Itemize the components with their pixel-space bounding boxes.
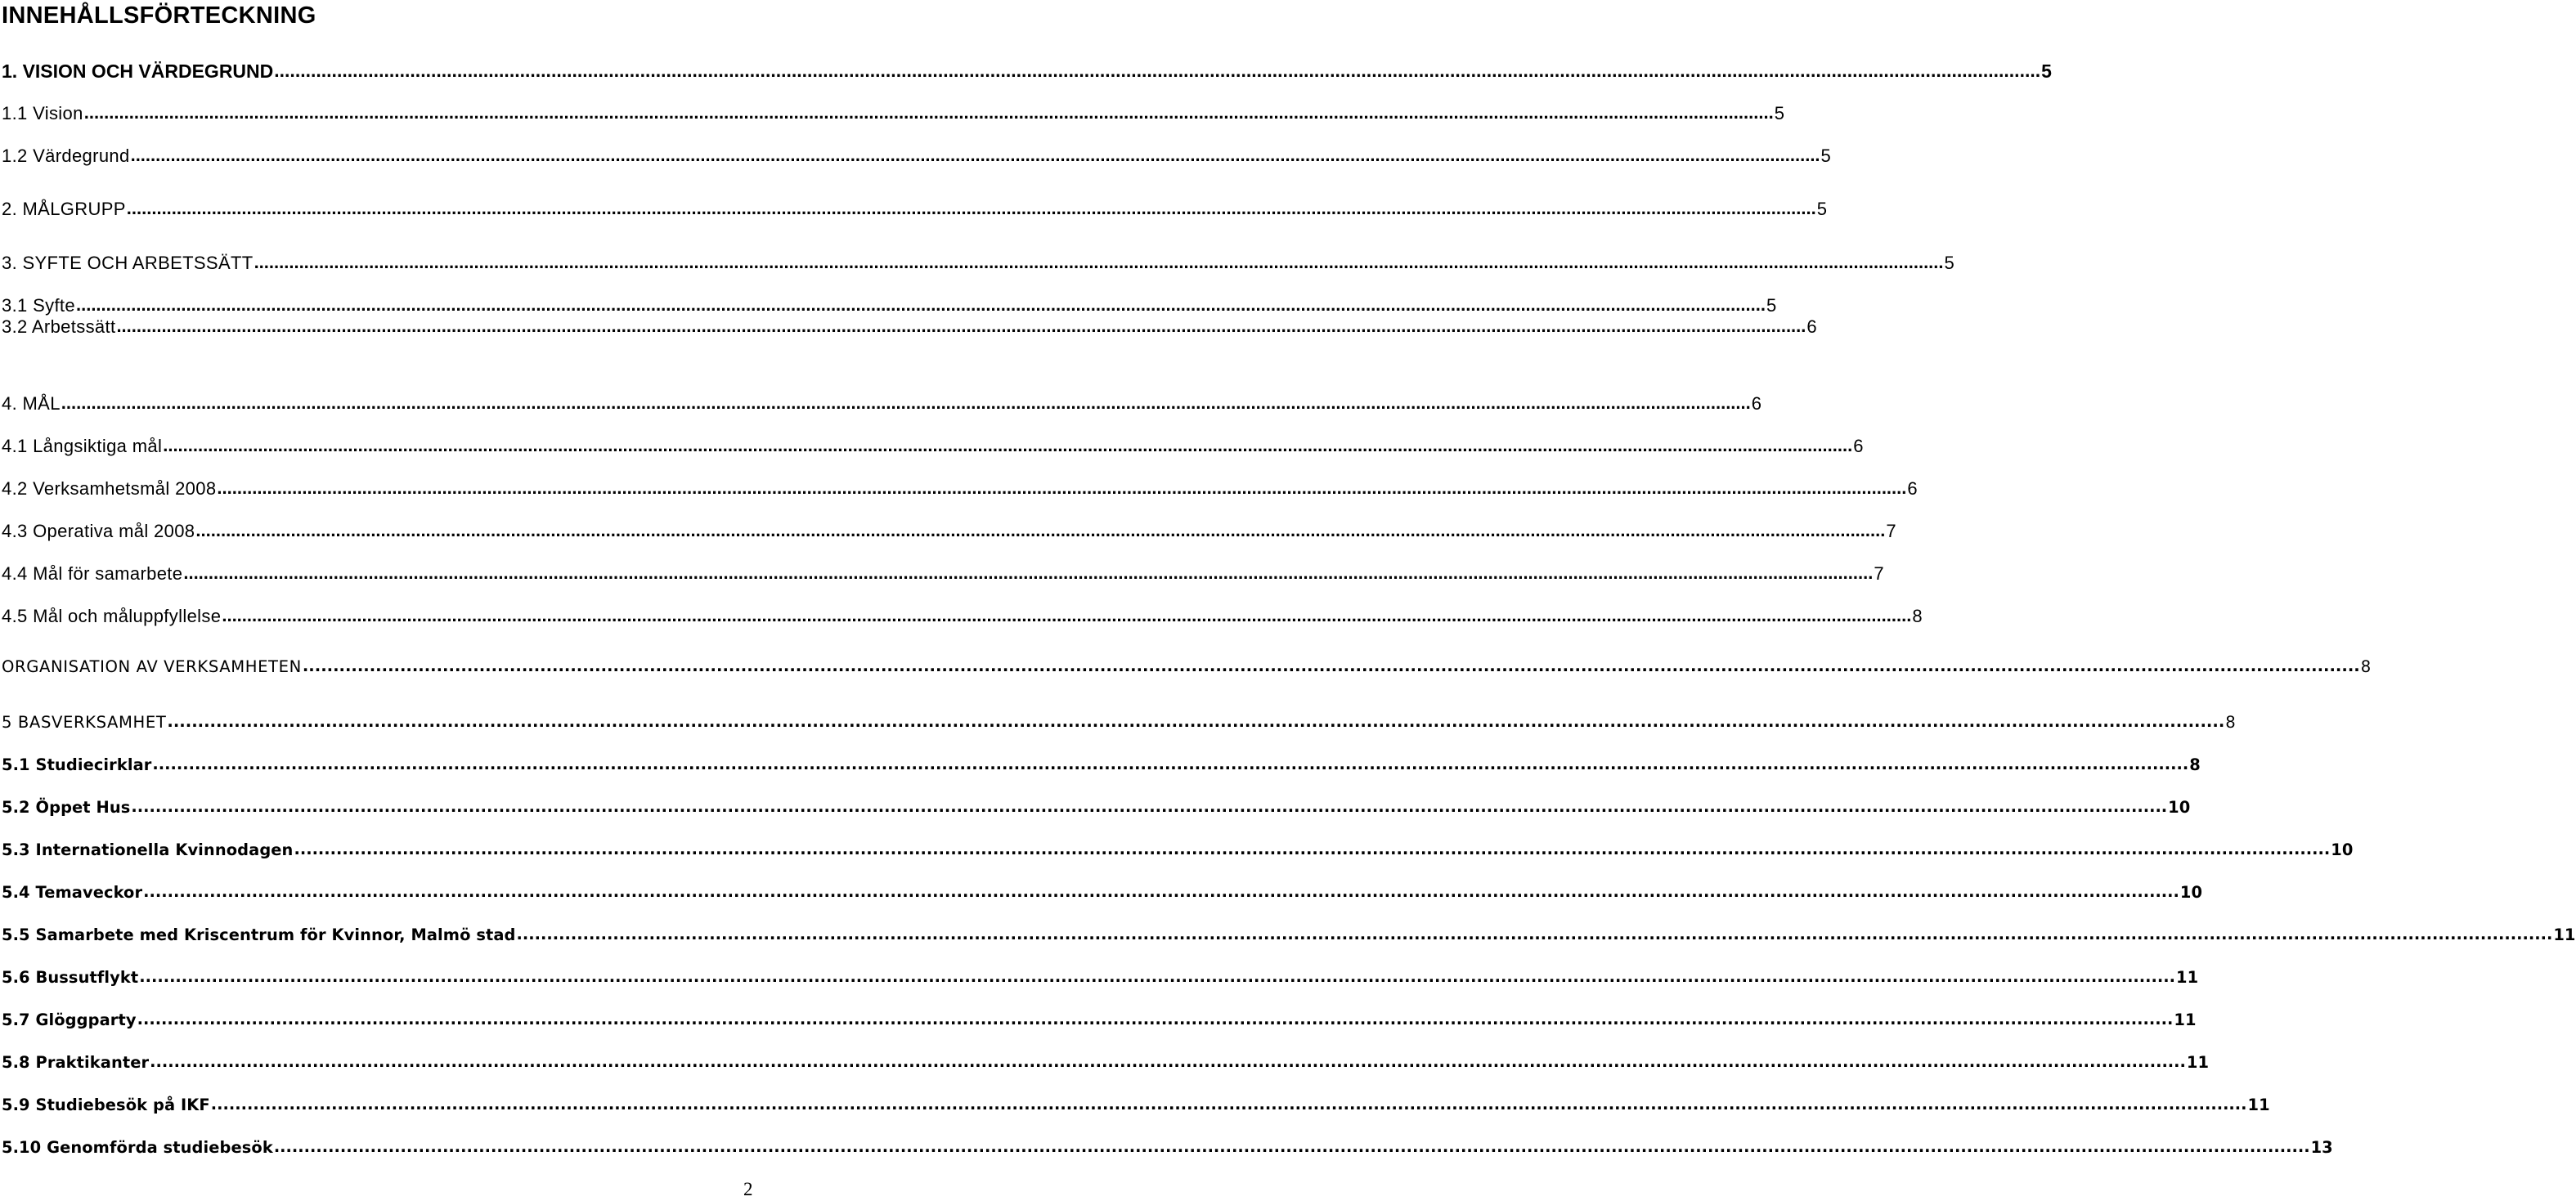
toc-entry-label: 5 BASVERKSAMHET: [2, 713, 167, 732]
toc-entry[interactable]: [2, 1050, 2210, 1076]
toc-entry[interactable]: [2, 922, 2576, 948]
toc-entry-label: 5.6 Bussutflykt: [2, 968, 139, 987]
toc-entry-page: 6: [1806, 316, 1817, 337]
toc-entry-label: 2. MÅLGRUPP: [2, 199, 126, 219]
toc-entry[interactable]: [2, 654, 2372, 680]
toc-dot-leader: [517, 921, 2553, 948]
toc-dot-leader: [222, 603, 1911, 629]
toc-entry[interactable]: [2, 58, 2052, 84]
toc-entry-page: 11: [2186, 1053, 2210, 1072]
toc-dot-leader: [84, 100, 1774, 126]
toc-entry-page: 5: [2041, 60, 2052, 82]
toc-entry[interactable]: [2, 391, 1762, 417]
toc-entry[interactable]: [2, 965, 2199, 991]
toc-dot-leader: [143, 879, 2179, 905]
toc-entry[interactable]: [2, 795, 2191, 821]
toc-entry-label: ORGANISATION AV VERKSAMHETEN: [2, 657, 302, 676]
toc-entry[interactable]: [2, 837, 2354, 863]
toc-dot-leader: [61, 390, 1751, 416]
toc-dot-leader: [211, 1091, 2247, 1118]
toc-entry[interactable]: [2, 752, 2201, 778]
toc-entry-page: 6: [1853, 436, 1864, 456]
toc-dot-leader: [167, 709, 2224, 735]
toc-entry-page: 11: [2553, 925, 2576, 944]
toc-dot-leader: [274, 57, 2040, 83]
toc-entry[interactable]: [2, 433, 1864, 459]
toc-dot-leader: [254, 249, 1944, 276]
toc-entry-page: 5: [1944, 253, 1955, 273]
toc-dot-leader: [163, 432, 1852, 459]
toc-entry[interactable]: [2, 196, 1828, 222]
toc-dot-leader: [131, 794, 2167, 820]
toc-entry-label: 5.5 Samarbete med Kriscentrum för Kvinnor, Malmö stad: [2, 925, 516, 944]
toc-entry-page: 7: [1886, 521, 1896, 541]
toc-dot-leader: [195, 518, 1885, 544]
toc-dot-leader: [127, 195, 1816, 222]
toc-entry-label: 5.3 Internationella Kvinnodagen: [2, 840, 294, 859]
toc-entry[interactable]: [2, 603, 1923, 630]
toc-entry-page: 8: [2225, 713, 2237, 732]
toc-dot-leader: [137, 1006, 2174, 1033]
toc-dot-leader: [131, 142, 1820, 168]
toc-entry-label: 4.2 Verksamhetsmål 2008: [2, 478, 217, 499]
toc-entry-label: 5.2 Öppet Hus: [2, 798, 131, 817]
toc-dot-leader: [303, 653, 2360, 679]
toc-entry[interactable]: [2, 476, 1918, 502]
toc-entry-label: 5.10 Genomförda studiebesök: [2, 1138, 273, 1157]
toc-entry-page: 8: [2360, 657, 2372, 676]
page-number: 2: [743, 1179, 753, 1199]
toc-entry-label: 5.4 Temaveckor: [2, 883, 143, 902]
toc-entry[interactable]: [2, 143, 1832, 169]
toc-entry-page: 10: [2331, 840, 2354, 859]
toc-entry-label: 4.3 Operativa mål 2008: [2, 521, 195, 541]
toc-entry[interactable]: [2, 250, 1955, 276]
toc-entry-page: 11: [2176, 968, 2199, 987]
toc-entry[interactable]: [2, 561, 1884, 587]
toc-entry-label: 3.2 Arbetssätt: [2, 316, 116, 337]
toc-entry-label: 4.5 Mål och måluppfyllelse: [2, 606, 222, 626]
toc-entry[interactable]: [2, 101, 1785, 127]
toc-heading: INNEHÅLLSFÖRTECKNING: [2, 2, 316, 29]
toc-dot-leader: [150, 1049, 2186, 1075]
toc-entry-page: 8: [1912, 606, 1923, 626]
toc-entry-page: 6: [1751, 393, 1762, 414]
toc-dot-leader: [183, 560, 1873, 586]
toc-entry-page: 5: [1766, 295, 1777, 316]
toc-entry-page: 10: [2168, 798, 2191, 817]
toc-entry[interactable]: [2, 1135, 2333, 1161]
toc-entry[interactable]: [2, 314, 1817, 340]
toc-entry[interactable]: [2, 880, 2203, 906]
toc-entry-label: 3.1 Syfte: [2, 295, 75, 316]
toc-dot-leader: [294, 836, 2330, 863]
toc-entry-page: 11: [2247, 1096, 2270, 1114]
toc-entry-label: 1.2 Värdegrund: [2, 146, 130, 166]
toc-dot-leader: [139, 964, 2175, 990]
toc-entry-label: 5.8 Praktikanter: [2, 1053, 150, 1072]
toc-entry-page: 13: [2310, 1138, 2333, 1157]
toc-entry-label: 1.1 Vision: [2, 103, 83, 123]
toc-dot-leader: [116, 313, 1806, 339]
toc-entry-label: 1. VISION OCH VÄRDEGRUND: [2, 60, 274, 82]
toc-entry-label: 4. MÅL: [2, 393, 61, 414]
toc-entry-page: 5: [1774, 103, 1785, 123]
toc-entry[interactable]: [2, 1007, 2197, 1033]
toc-entry-label: 5.1 Studiecirklar: [2, 755, 152, 774]
toc-entry-label: 3. SYFTE OCH ARBETSSÄTT: [2, 253, 254, 273]
toc-entry-label: 4.4 Mål för samarbete: [2, 563, 183, 584]
toc-dot-leader: [274, 1134, 2310, 1160]
toc-entry-page: 11: [2174, 1011, 2197, 1029]
toc-entry[interactable]: [2, 710, 2237, 736]
toc-dot-leader: [217, 475, 1906, 501]
toc-entry-label: 5.7 Glöggparty: [2, 1011, 137, 1029]
toc-entry[interactable]: [2, 1092, 2270, 1118]
toc-entry-page: 6: [1907, 478, 1918, 499]
toc-entry-page: 10: [2179, 883, 2203, 902]
toc-entry[interactable]: [2, 518, 1896, 544]
toc-entry-label: 4.1 Långsiktiga mål: [2, 436, 163, 456]
toc-entry-page: 5: [1820, 146, 1832, 166]
toc-entry-label: 5.9 Studiebesök på IKF: [2, 1096, 210, 1114]
toc-entry-page: 8: [2189, 755, 2201, 774]
toc-dot-leader: [152, 751, 2188, 778]
toc-entry-page: 5: [1816, 199, 1828, 219]
toc-entry-page: 7: [1874, 563, 1884, 584]
